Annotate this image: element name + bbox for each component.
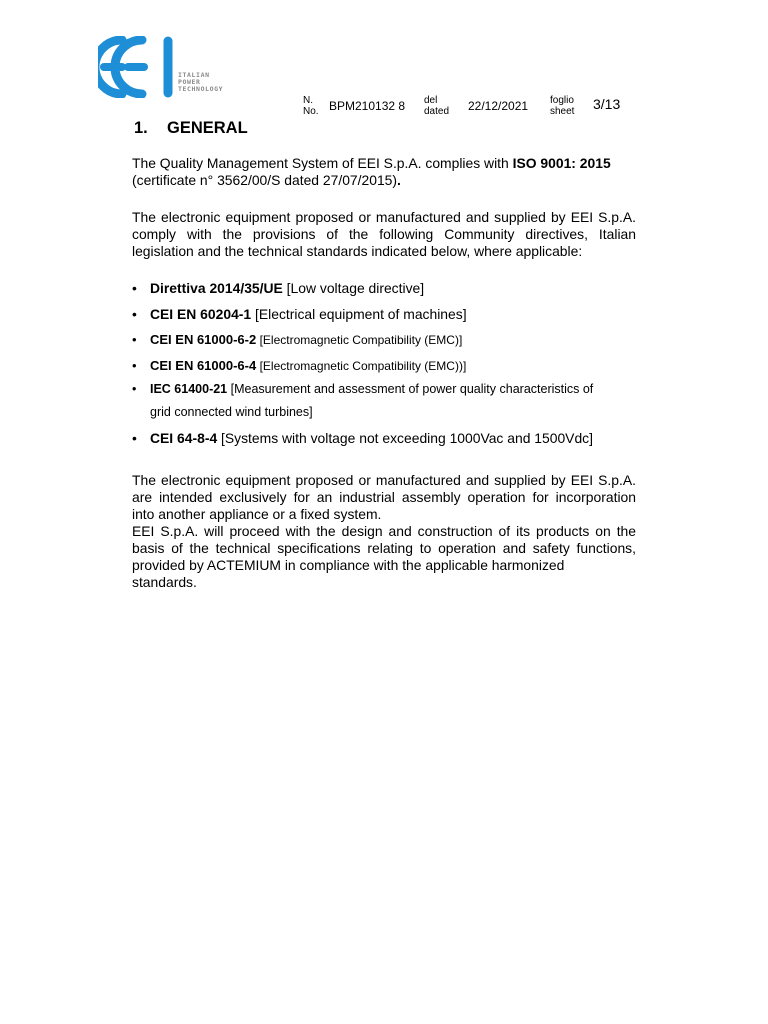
date-label: del dated [424, 95, 450, 117]
company-logo [98, 36, 238, 98]
assembly-line: into another appliance or a fixed system. [132, 506, 382, 522]
section-title: GENERAL [167, 119, 248, 137]
bullet-icon: • [132, 382, 137, 396]
bullet-icon: • [132, 332, 137, 347]
list-item: • CEI EN 60204-1 [Electrical equipment of machines] [132, 306, 467, 322]
compliance-line: legislation and the technical standards indicated below, where applicable: [132, 243, 583, 259]
doc-number: BPM210132 8 [329, 99, 406, 113]
sheet-label: foglio sheet [550, 95, 575, 117]
assembly-line: provided by ACTEMIUM in compliance with the applicable harmonized [132, 557, 565, 573]
assembly-line: EEI S.p.A. will proceed with the design and construction of its products on the [132, 523, 636, 539]
sheet-number: 3/13 [593, 96, 621, 112]
bullet-icon: • [132, 280, 137, 296]
list-item: • Direttiva 2014/35/UE [Low voltage directive] [132, 280, 425, 296]
list-item: • CEI EN 61000-6-2 [Electromagnetic Compatibility (EMC)] [132, 332, 463, 347]
list-item: • IEC 61400-21 [Measurement and assessment of power quality characteristics of grid connected wind turbines] [132, 378, 642, 424]
doc-number-label: N. No. [303, 95, 319, 117]
quality-line-1: The Quality Management System of EEI S.p.A. complies with ISO 9001: 2015 [132, 155, 611, 171]
list-item: • CEI EN 61000-6-4 [Electromagnetic Compatibility (EMC))] [132, 358, 467, 373]
assembly-line: are intended exclusively for an industrial assembly operation for incorporation [132, 489, 636, 505]
logo-tagline: ITALIAN POWER TECHNOLOGY [178, 71, 224, 93]
compliance-line: comply with the provisions of the following Community directives, Italian [132, 226, 636, 242]
doc-date: 22/12/2021 [468, 99, 529, 113]
assembly-line: basis of the technical specifications relating to operation and safety functions, [132, 540, 636, 556]
standards-list [132, 278, 642, 447]
quality-line-2: (certificate n° 3562/00/S dated 27/07/2015). [132, 172, 401, 188]
bullet-icon: • [132, 306, 137, 322]
bullet-icon: • [132, 430, 137, 446]
assembly-line: standards. [132, 574, 197, 590]
assembly-line: The electronic equipment proposed or manufactured and supplied by EEI S.p.A. [132, 472, 636, 488]
compliance-line: The electronic equipment proposed or manufactured and supplied by EEI S.p.A. [132, 209, 636, 225]
compliance-paragraph [132, 209, 636, 260]
quality-paragraph [132, 155, 636, 189]
list-item: • CEI 64-8-4 [Systems with voltage not exceeding 1000Vac and 1500Vdc] [132, 430, 593, 446]
section-number: 1. [134, 119, 148, 137]
assembly-paragraph [132, 472, 636, 591]
eei-logo-mark [98, 36, 178, 98]
section-heading [134, 119, 248, 138]
bullet-icon: • [132, 358, 137, 373]
